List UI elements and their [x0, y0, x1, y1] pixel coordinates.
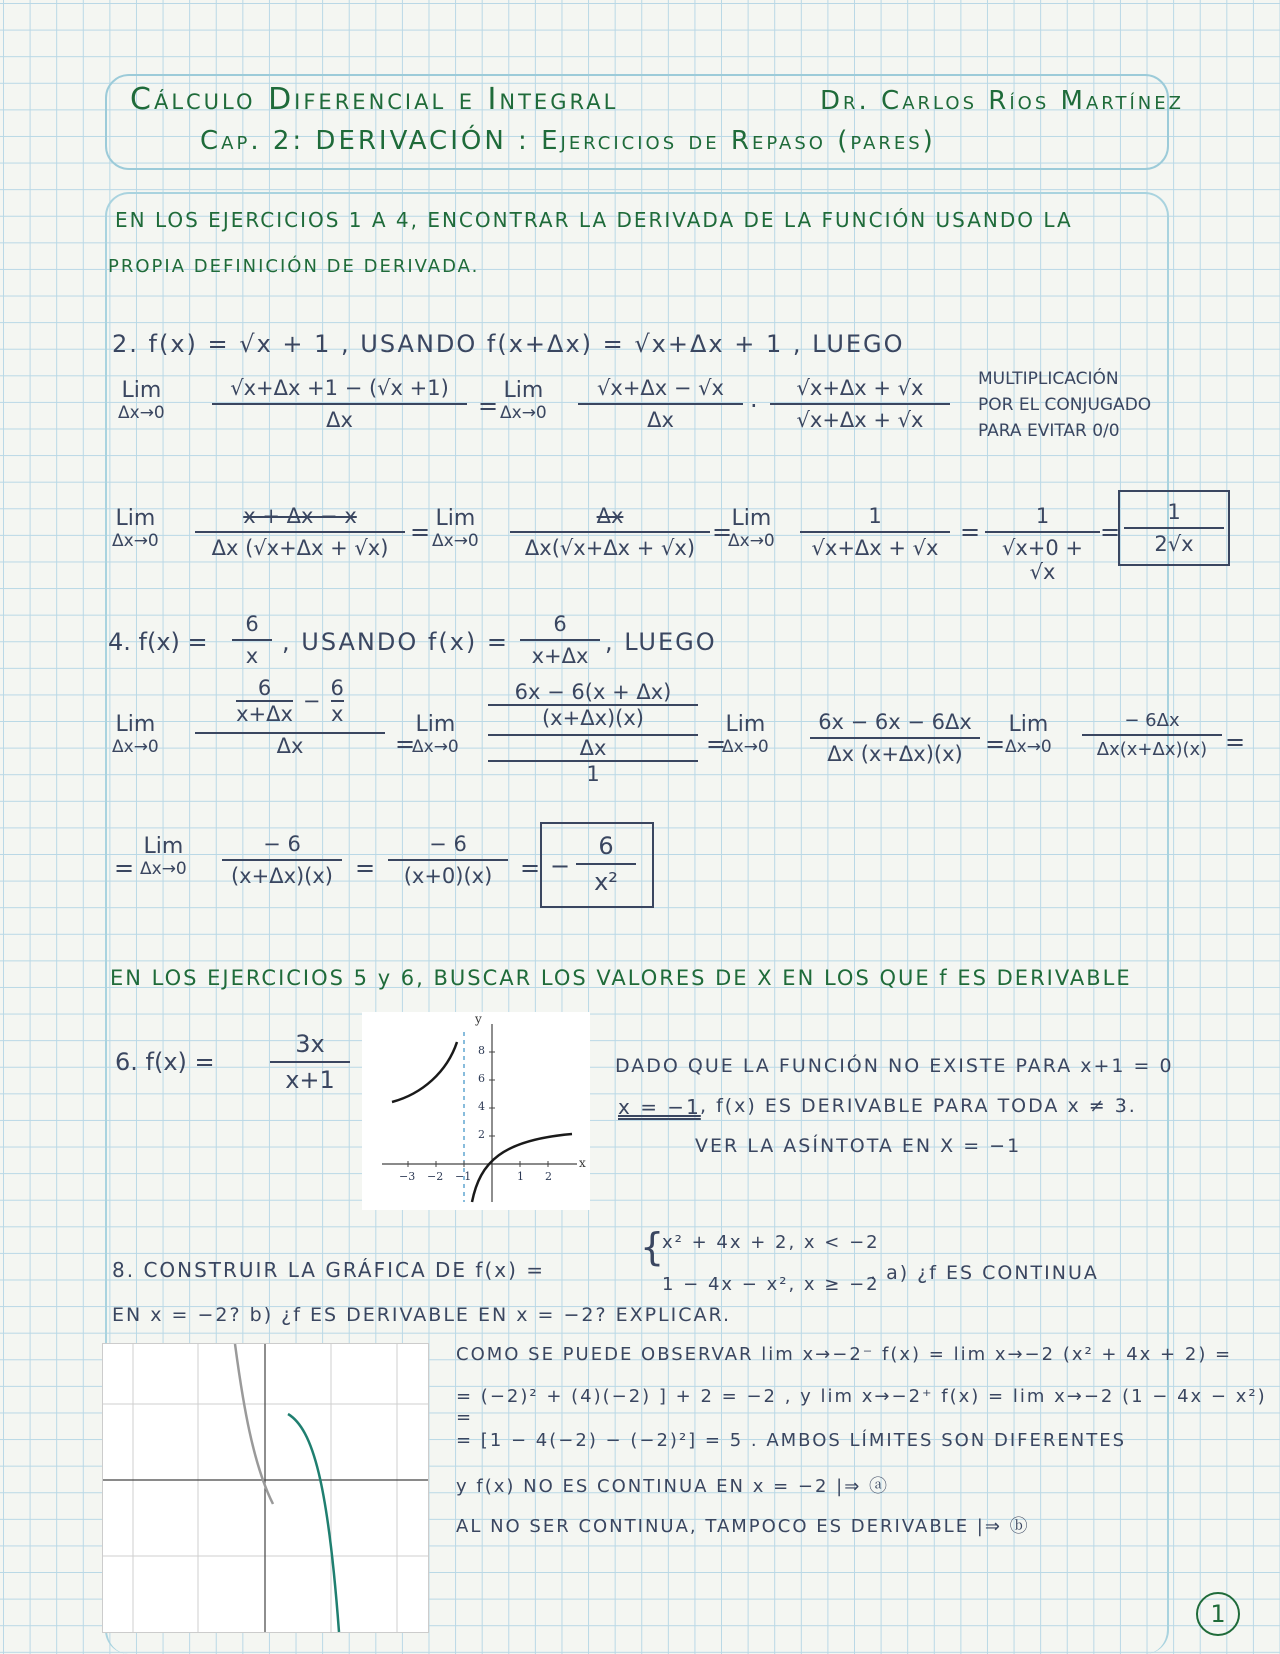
ex8-line1: 8. CONSTRUIR LA GRÁFICA DE f(x) =: [112, 1258, 546, 1282]
ex4-step-a: 6 x+Δx − $\frac{6}{x}$ Δx: [195, 676, 385, 758]
ex2-conjugate-fraction: √x+Δx + √x √x+Δx + √x: [770, 376, 950, 432]
curve-right-branch: [472, 1134, 572, 1202]
ex8-answer-line1: COMO SE PUEDE OBSERVAR lim x→−2⁻ f(x) = lim x→−2 (x² + 4x + 2) =: [456, 1344, 1233, 1365]
ex4-step-f: − 6 (x+0)(x): [388, 832, 508, 888]
ex4-lim-4: Lim Δx→0: [1005, 712, 1052, 757]
graph-x-label: x: [579, 1156, 586, 1170]
graph-tick-label: 1: [517, 1170, 524, 1183]
instructions-1-line2: PROPIA DEFINICIÓN DE DERIVADA.: [108, 256, 480, 277]
ex8-answer-line3: = [1 − 4(−2) − (−2)²] = 5 . AMBOS LÍMITES SON DIFERENTES: [456, 1430, 1127, 1451]
graph-tick-label: 4: [478, 1100, 485, 1113]
ex2-lim-4: Lim Δx→0: [432, 506, 479, 551]
equals-sign: =: [712, 518, 733, 546]
ex6-graph-svg: [362, 1012, 590, 1210]
equals-sign: =: [114, 854, 135, 882]
ex4-step-e: − 6 (x+Δx)(x): [222, 832, 342, 888]
chapter-title: Cap. 2: DERIVACIÓN : Ejercicios de Repaso (pares): [200, 126, 936, 156]
ex4-lim-5: Lim Δx→0: [140, 834, 187, 879]
ex6-answer-line3: VER LA ASÍNTOTA EN X = −1: [695, 1135, 1022, 1157]
ex4-step-d: − 6Δx Δx(x+Δx)(x): [1082, 710, 1222, 760]
ex6-answer-line1: DADO QUE LA FUNCIÓN NO EXISTE PARA x+1 = 0: [615, 1055, 1174, 1077]
ex4-step-b: 6x − 6(x + Δx) (x+Δx)(x) Δx 1: [488, 680, 698, 786]
instructions-2: EN LOS EJERCICIOS 5 y 6, BUSCAR LOS VALORES DE X EN LOS QUE f ES DERIVABLE: [110, 966, 1132, 990]
ex4-statement-a: 4. f(x) =: [108, 628, 208, 656]
ex4-statement-c: , LUEGO: [605, 628, 717, 656]
ex4-lim-1: Lim Δx→0: [112, 712, 159, 757]
ex8-answer-line5: AL NO SER CONTINUA, TAMPOCO ES DERIVABLE |⇒ ⓑ: [456, 1516, 1030, 1537]
graph-tick-label: −1: [455, 1170, 472, 1183]
author-name: Dr. Carlos Ríos Martínez: [820, 86, 1184, 116]
ex4-statement-b: , USANDO f(x) =: [282, 628, 509, 656]
graph-tick-label: −2: [427, 1170, 444, 1183]
ex8-graph-svg: [103, 1344, 428, 1632]
ex6-fraction: 3x x+1: [270, 1030, 350, 1094]
equals-sign: =: [520, 854, 541, 882]
ex8-line1b: . a) ¿f ES CONTINUA: [870, 1262, 1099, 1284]
graph-tick-label: 2: [545, 1170, 552, 1183]
instructions-1-line1: EN LOS EJERCICIOS 1 A 4, ENCONTRAR LA DERIVADA DE LA FUNCIÓN USANDO LA: [115, 208, 1073, 232]
equals-sign: =: [410, 518, 431, 546]
ex2-lim-3: Lim Δx→0: [112, 506, 159, 551]
ex6-answer-x: x = −1: [618, 1095, 701, 1119]
ex6-answer-line2: , f(x) ES DERIVABLE PARA TODA x ≠ 3.: [700, 1095, 1137, 1117]
ex2-lim-1: Lim Δx→0: [118, 378, 165, 423]
ex4-lim-2: Lim Δx→0: [412, 712, 459, 757]
ex2-step1-fraction: √x+Δx +1 − (√x +1) Δx: [212, 376, 467, 432]
graph-tick-label: −3: [399, 1170, 416, 1183]
ex2-lim-2: Lim Δx→0: [500, 378, 547, 423]
ex8-piece2: 1 − 4x − x², x ≥ −2: [662, 1274, 880, 1295]
ex2-step2-fraction: √x+Δx − √x Δx: [578, 376, 743, 432]
equals-sign: =: [478, 392, 499, 420]
graph-tick-label: 8: [478, 1044, 485, 1057]
ex8-graph: [102, 1343, 429, 1633]
equals-sign: =: [355, 854, 376, 882]
ex2-statement: 2. f(x) = √x + 1 , USANDO f(x+Δx) = √x+Δx + 1 , LUEGO: [112, 330, 905, 358]
ex2-result-box: 1 2√x: [1118, 490, 1230, 566]
equals-sign: =: [1225, 728, 1246, 756]
equals-sign: =: [706, 730, 727, 758]
dot-operator: ·: [750, 392, 758, 420]
ex6-label: 6. f(x) =: [115, 1048, 215, 1076]
ex8-piece1: x² + 4x + 2, x < −2: [662, 1232, 880, 1253]
course-title: Cálculo Diferencial e Integral: [130, 82, 619, 117]
ex4-step-c: 6x − 6x − 6Δx Δx (x+Δx)(x): [810, 710, 980, 766]
ex2-note: MULTIPLICACIÓN POR EL CONJUGADO PARA EVITAR 0/0: [978, 369, 1152, 441]
equals-sign: =: [960, 518, 981, 546]
graph-tick-label: 6: [478, 1072, 485, 1085]
equals-sign: =: [1100, 518, 1121, 546]
ex2-step4-fraction: Δx Δx(√x+Δx + √x): [510, 504, 710, 560]
equals-sign: =: [395, 730, 416, 758]
ex4-fraction-6-over-x: 6 x: [232, 612, 272, 668]
ex8-line2: EN x = −2? b) ¿f ES DERIVABLE EN x = −2? EXPLICAR.: [112, 1304, 732, 1326]
ex2-step5-fraction: 1 √x+Δx + √x: [800, 504, 950, 560]
equals-sign: =: [985, 730, 1006, 758]
ex4-lim-3: Lim Δx→0: [722, 712, 769, 757]
page-number: 1: [1196, 1592, 1240, 1636]
ex2-step6-fraction: 1 √x+0 + √x: [985, 504, 1100, 584]
ex2-step3-fraction: x + Δx − x Δx (√x+Δx + √x): [195, 504, 405, 560]
graph-tick-label: 2: [478, 1128, 485, 1141]
curve-left-branch: [392, 1042, 457, 1102]
ex4-fraction-6-over-xdx: 6 x+Δx: [520, 612, 600, 668]
ex8-answer-line4: y f(x) NO ES CONTINUA EN x = −2 |⇒ ⓐ: [456, 1476, 890, 1497]
ex2-lim-5: Lim Δx→0: [728, 506, 775, 551]
ex8-brace: {: [640, 1225, 665, 1269]
graph-y-label: y: [475, 1012, 482, 1026]
ex6-graph: [362, 1012, 590, 1210]
ex4-result-box: − 6 x²: [540, 822, 654, 908]
ex8-answer-line2: = (−2)² + (4)(−2) ] + 2 = −2 , y lim x→−2⁺ f(x) = lim x→−2 (1 − 4x − x²) =: [456, 1386, 1267, 1428]
